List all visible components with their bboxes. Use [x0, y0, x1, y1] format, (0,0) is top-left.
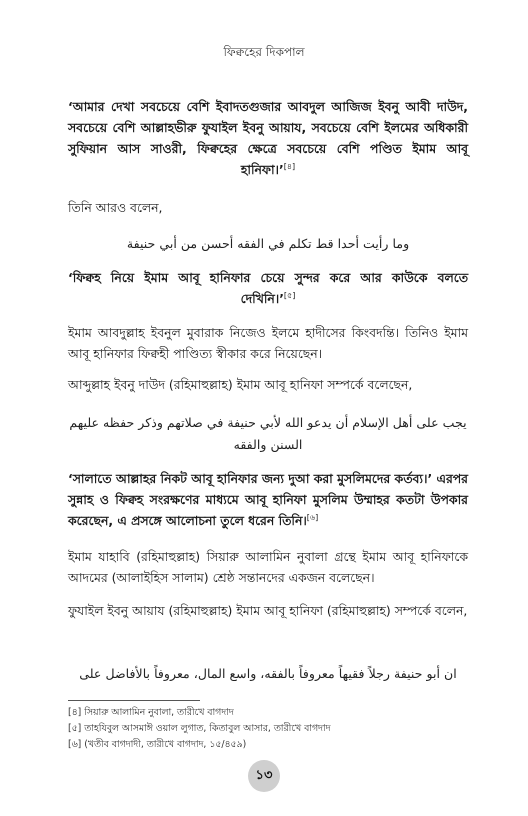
footnote-divider	[68, 700, 200, 701]
footnote-5: [৫] তাহযিবুল আসমাঈ ওয়াল লুগাত, কিতাবুল আসার, তারীখে বাগদাদ	[68, 723, 331, 734]
quote-text: ‘সালাতে আল্লাহর নিকট আবূ হানিফার জন্য দুআ করা মুসলিমদের কর্তব্য।’ এরপর সুন্নাহ ও ফিক্বহ সংরক্ষণের মাধ্যমে আবূ হানিফা মুসলিম উম্মাহর কতটা উপকার করেছেন, এ প্রসঙ্গে আলোচনা তুলে ধরেন তিনি।	[68, 471, 468, 528]
paragraph: ইমাম আবদুল্লাহ ইবনুল মুবারাক নিজেও ইলমে হাদীসের কিংবদন্তি। তিনিও ইমাম আবূ হানিফার ফিক্বহী পাণ্ডিত্য স্বীকার করে নিয়েছেন।	[68, 325, 468, 361]
arabic-quote-3: ان أبو حنيفة رجلاً فقيهاً معروفاً بالفقه، واسع المال، معروفاً بالأفاضل على	[79, 666, 457, 681]
quote-text: ‘আমার দেখা সবচেয়ে বেশি ইবাদতগুজার আবদুল আজিজ ইবনু আবী দাউদ, সবচেয়ে বেশি আল্লাহভীরু ফুযাইল ইবনু আয়ায, সবচেয়ে বেশি ইলমের অধিকারী সুফিয়ান আস সাওরী, ফিক্বহের ক্ষেত্রে সবচেয়ে বেশি পণ্ডিত ইমাম আবূ হানিফা।’	[68, 99, 468, 177]
running-head: ফিক্বহের দিকপাল	[223, 45, 305, 59]
footnote-ref-6[interactable]: [৬]	[306, 512, 319, 522]
footnote-4: [৪] সিয়ারু আলামিন নুবালা, তারীখে বাগদাদ	[68, 707, 234, 718]
paragraph: তিনি আরও বলেন,	[68, 200, 163, 215]
page-number: ১৩	[248, 760, 280, 792]
quote-ibn-dawud	[68, 468, 468, 531]
footnotes	[68, 705, 468, 753]
paragraph: আব্দুল্লাহ ইবনু দাউদ (রহিমাহুল্লাহ) ইমাম আবূ হানিফা সম্পর্কে বলেছেন,	[68, 377, 413, 392]
quote-ibn-mubarak-2	[68, 267, 468, 309]
paragraph: ইমাম যাহাবি (রহিমাহুল্লাহ) সিয়ারু আলামিন নুবালা গ্রন্থে ইমাম আবূ হানিফাকে আদমের (আলাইহিস সালাম) শ্রেষ্ঠ সন্তানদের একজন বলেছেন।	[68, 549, 468, 585]
quote-text: ‘ফিক্বহ নিয়ে ইমাম আবূ হানিফার চেয়ে সুন্দর করে আর কাউকে বলতে দেখিনি।’	[68, 270, 468, 306]
footnote-ref-5[interactable]: [৫]	[283, 290, 296, 300]
arabic-quote-1: وما رأيت أحدا قط تكلم في الفقه أحسن من أبي حنيفة	[126, 236, 410, 251]
quote-ibn-mubarak-1	[68, 96, 468, 180]
arabic-quote-2: يجب على أهل الإسلام أن يدعو الله لأبي حنيفة في صلاتهم وذكر حفظه عليهم السنن والفقه	[69, 415, 467, 452]
paragraph: ফুযাইল ইবনু আয়ায (রহিমাহুল্লাহ) ইমাম আবূ হানিফা (রহিমাহুল্লাহ) সম্পর্কে বলেন,	[68, 603, 468, 618]
footnote-ref-4[interactable]: [৪]	[283, 161, 296, 171]
footnote-6: [৬] (খতীব বাগদাদী, তারীখে বাগদাদ, ১৫/৪৫৯)	[68, 739, 247, 750]
